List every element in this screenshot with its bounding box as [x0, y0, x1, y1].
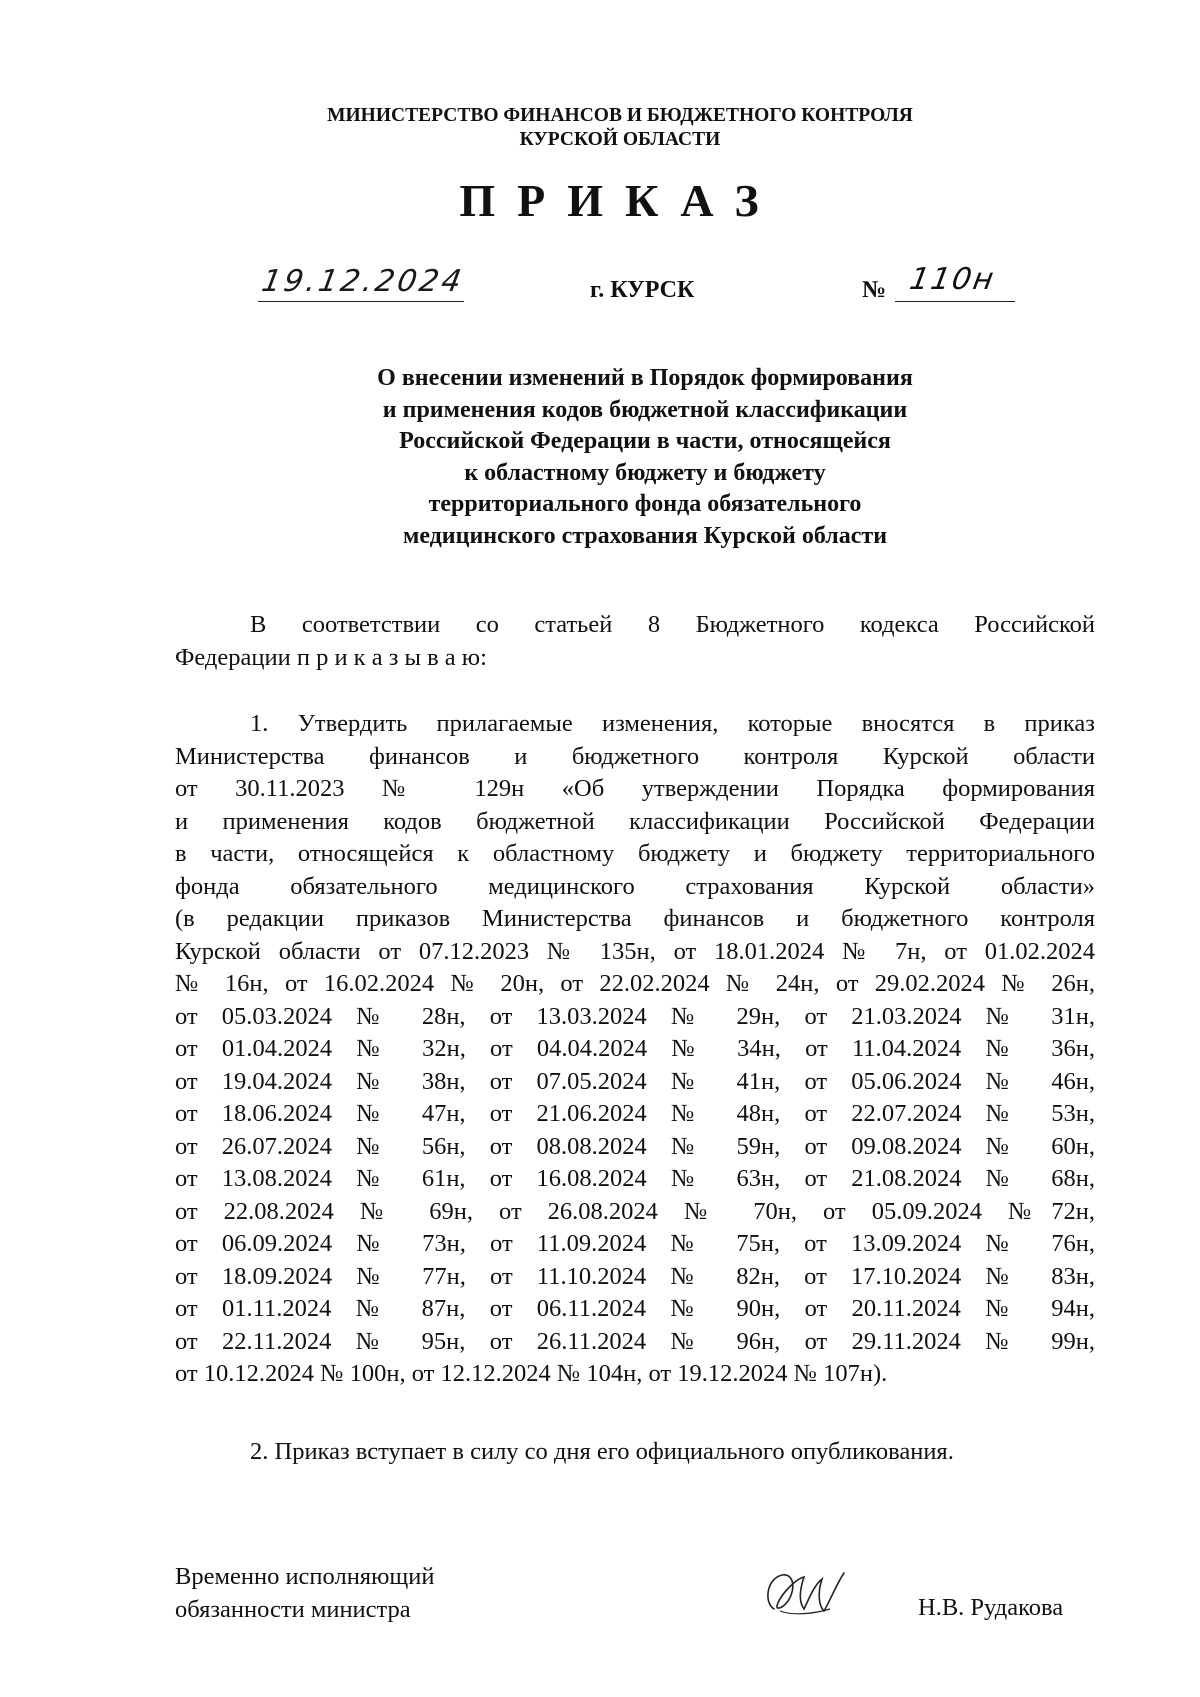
position-line2: обязанности министра [175, 1595, 411, 1623]
ministry-name-line2: КУРСКОЙ ОБЛАСТИ [519, 129, 721, 150]
number-underline [895, 301, 1015, 302]
text-line: 1. Утвердить прилагаемые изменения, которые вносятся в приказ [250, 710, 1095, 737]
text-line: от 19.04.2024 № 38н, от 07.05.2024 № 41н, от 05.06.2024 № 46н, [175, 1067, 1095, 1095]
text-line: в части, относящейся к областному бюджету и бюджету территориального [175, 840, 1095, 867]
subject-line: и применения кодов бюджетной классификации [382, 396, 908, 423]
text-line: от 30.11.2023 № 129н «Об утверждении Порядка формирования [175, 775, 1095, 802]
text-line: В соответствии со статьей 8 Бюджетного кодекса Российской [250, 611, 1095, 638]
text-line: от 01.11.2024 № 87н, от 06.11.2024 № 90н, от 20.11.2024 № 94н, [175, 1295, 1095, 1322]
handwritten-date: 19.12.2024 [258, 264, 467, 299]
text-line: от 26.07.2024 № 56н, от 08.08.2024 № 59н, от 09.08.2024 № 60н, [175, 1132, 1095, 1160]
handwritten-signature [760, 1565, 850, 1621]
ministry-header [0, 104, 1200, 152]
date-underline [258, 301, 464, 302]
number-label: № [862, 277, 887, 303]
text-line: № 16н, от 16.02.2024 № 20н, от 22.02.2024 № 24н, от 29.02.2024 № 26н, [175, 970, 1095, 997]
text-line: и применения кодов бюджетной классификации Российской Федерации [175, 807, 1095, 835]
signatory-name: Н.В. Рудакова [918, 1594, 1064, 1621]
signatory-position [175, 1561, 434, 1626]
city-label: г. КУРСК [590, 277, 695, 303]
text-line: фонда обязательного медицинского страхования Курской области» [175, 872, 1095, 900]
text-line: от 13.08.2024 № 61н, от 16.08.2024 № 63н, от 21.08.2024 № 68н, [175, 1165, 1095, 1192]
subject-line: медицинского страхования Курской области [402, 522, 888, 549]
document-type-title: ПРИКАЗ [459, 175, 781, 226]
text-line: от 22.11.2024 № 95н, от 26.11.2024 № 96н, от 29.11.2024 № 99н, [175, 1327, 1095, 1355]
text-line: Курской области от 07.12.2023 № 135н, от 18.01.2024 № 7н, от 01.02.2024 [175, 937, 1095, 965]
paragraph-2 [175, 1436, 1095, 1469]
text-line: от 22.08.2024 № 69н, от 26.08.2024 № 70н, от 05.09.2024 №72н, [175, 1197, 1095, 1225]
text-line: Министерства финансов и бюджетного контроля Курской области [175, 742, 1095, 770]
ministry-name-line1: МИНИСТЕРСТВО ФИНАНСОВ И БЮДЖЕТНОГО КОНТРОЛЯ [327, 105, 913, 126]
text-line: от 18.09.2024 № 77н, от 11.10.2024 № 82н, от 17.10.2024 № 83н, [175, 1262, 1095, 1290]
text-line: от 10.12.2024 № 100н, от 12.12.2024 № 104н, от 19.12.2024 № 107н). [175, 1360, 888, 1387]
subject-line: к областному бюджету и бюджету [464, 459, 826, 486]
handwritten-number: 110н [906, 262, 998, 297]
text-line: от 06.09.2024 № 73н, от 11.09.2024 № 75н, от 13.09.2024 № 76н, [175, 1230, 1095, 1257]
text-line: от 01.04.2024 № 32н, от 04.04.2024 № 34н, от 11.04.2024 № 36н, [175, 1035, 1095, 1062]
text-line: (в редакции приказов Министерства финансов и бюджетного контроля [175, 905, 1095, 932]
text-line: от 18.06.2024 № 47н, от 21.06.2024 № 48н, от 22.07.2024 № 53н, [175, 1100, 1095, 1127]
intro-paragraph [175, 609, 1095, 674]
text-line: от 05.03.2024 № 28н, от 13.03.2024 № 29н, от 21.03.2024 № 31н, [175, 1002, 1095, 1030]
text-line: Федерации п р и к а з ы в а ю: [175, 643, 487, 671]
subject-line: О внесении изменений в Порядок формирования [377, 365, 913, 391]
text-line: 2. Приказ вступает в силу со дня его официального опубликования. [250, 1438, 954, 1465]
subject-line: Российской Федерации в части, относящейся [399, 428, 891, 454]
subject-line: территориального фонда обязательного [428, 491, 862, 517]
order-subject [250, 363, 1040, 552]
paragraph-1 [175, 708, 1095, 1391]
position-line1: Временно исполняющий [175, 1563, 435, 1590]
